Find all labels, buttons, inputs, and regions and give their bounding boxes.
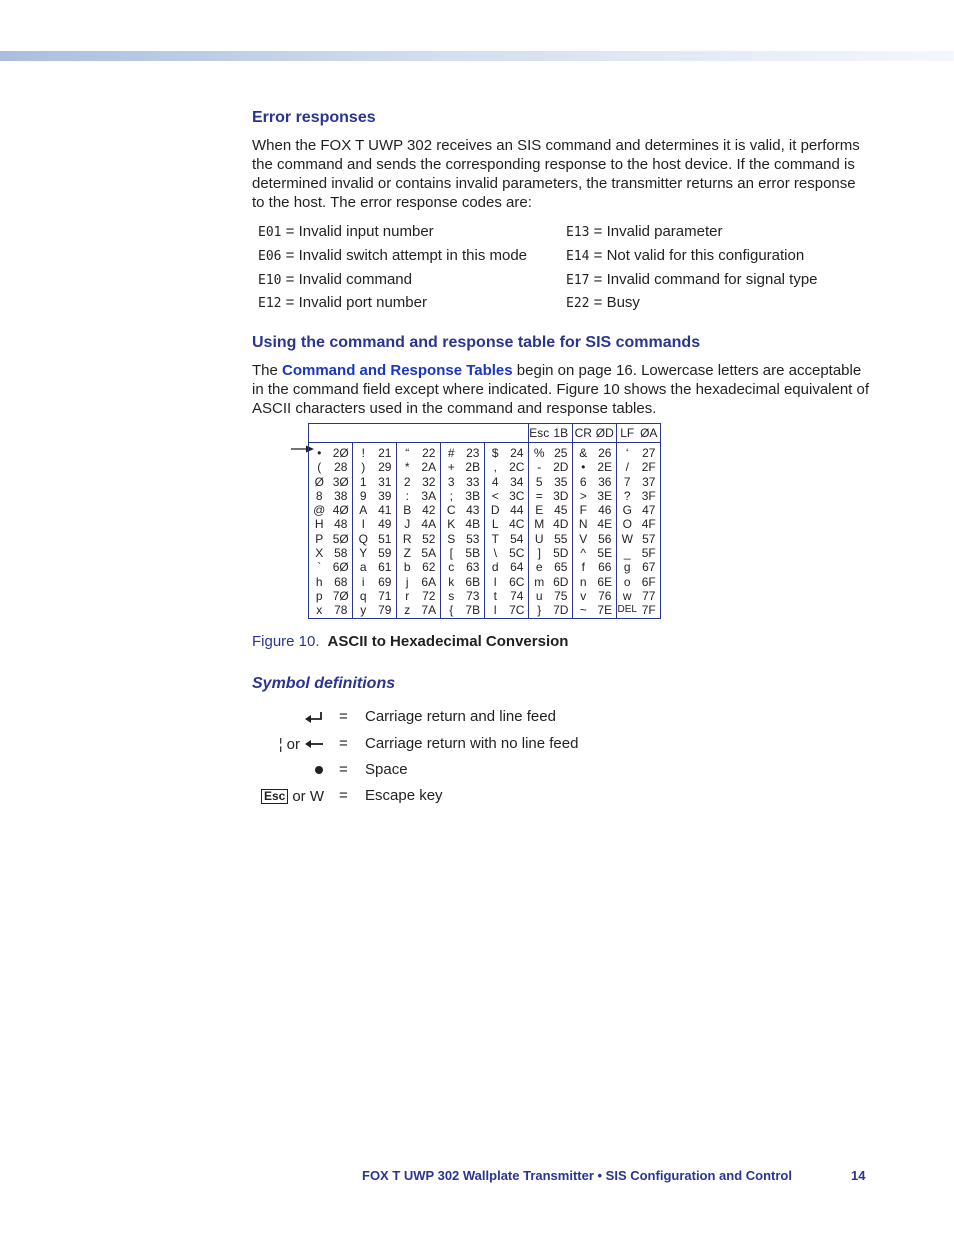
ascii-hex-cell: 3E — [597, 488, 613, 503]
ascii-char-cell: i — [361, 574, 365, 589]
ascii-hex-cell: 6Ø — [332, 560, 349, 575]
ascii-char-cell: D — [490, 503, 500, 518]
ascii-hex-cell: 45 — [554, 503, 568, 518]
ascii-hex-cell: 3F — [641, 488, 656, 503]
ascii-char-cell: • — [317, 446, 322, 460]
ascii-hex-cell: 2A — [421, 460, 437, 475]
ascii-char-cell: ] — [537, 546, 541, 561]
ascii-hex-cell: 7A — [421, 603, 437, 618]
error-code-item: E01 = Invalid input number — [258, 223, 434, 240]
ascii-hex-cell: 3D — [553, 488, 569, 503]
ascii-char-cell: 8 — [315, 488, 323, 503]
ascii-char-cell: = — [535, 488, 543, 503]
ascii-hex-cell: 69 — [378, 574, 392, 589]
ascii-char-cell: a — [359, 560, 367, 575]
ascii-hex-cell: 58 — [334, 546, 348, 561]
command-response-tables-link[interactable]: Command and Response Tables — [282, 362, 513, 379]
symbol-description: Carriage return with no line feed — [365, 735, 579, 752]
ascii-char-cell: _ — [623, 546, 631, 561]
symbol-row — [0, 785, 954, 807]
ascii-char-column — [529, 443, 550, 619]
error-responses-heading: Error responses — [252, 109, 376, 126]
ascii-char-cell: C — [446, 503, 456, 518]
ascii-char-cell: M — [534, 517, 545, 532]
ascii-char-cell: 6 — [579, 474, 587, 489]
ascii-char-cell: y — [360, 603, 367, 618]
ascii-char-cell: b — [403, 560, 411, 575]
ascii-hex-cell: 2F — [641, 460, 656, 475]
ascii-header-hex: ØA — [638, 424, 661, 443]
ascii-char-cell: > — [579, 488, 587, 503]
ascii-hex-cell: 42 — [422, 503, 436, 518]
ascii-char-cell: / — [625, 460, 629, 475]
error-code-item: E14 = Not valid for this configuration — [566, 247, 805, 264]
ascii-char-cell: A — [359, 503, 368, 518]
intro-prefix: The — [252, 362, 283, 379]
ascii-char-cell: w — [622, 588, 632, 603]
ascii-header-hex: 1B — [550, 424, 573, 443]
ascii-char-cell: d — [491, 560, 499, 575]
ascii-char-cell: • — [581, 460, 586, 475]
ascii-char-cell: # — [447, 446, 455, 460]
ascii-char-cell: E — [535, 503, 544, 518]
ascii-hex-cell: 64 — [510, 560, 524, 575]
ascii-char-cell: n — [579, 574, 587, 589]
ascii-hex-cell: 5B — [465, 546, 481, 561]
ascii-hex-cell: 72 — [422, 588, 436, 603]
ascii-hex-cell: 78 — [334, 603, 348, 618]
ascii-hex-cell: 7E — [597, 603, 613, 618]
ascii-hex-cell: 32 — [422, 474, 436, 489]
ascii-hex-cell: 2D — [553, 460, 569, 475]
ascii-hex-cell: 21 — [378, 446, 392, 460]
ascii-hex-cell: 52 — [422, 531, 436, 546]
ascii-hex-cell: 63 — [466, 560, 480, 575]
ascii-char-cell: F — [579, 503, 587, 518]
ascii-hex-cell: 2Ø — [332, 446, 349, 460]
ascii-hex-cell: 49 — [378, 517, 392, 532]
ascii-hex-cell: 39 — [378, 488, 392, 503]
symbol-equals: = — [339, 761, 348, 778]
ascii-hex-cell: 7Ø — [332, 588, 349, 603]
ascii-char-cell: l — [493, 574, 497, 589]
ascii-char-cell: + — [447, 460, 455, 475]
ascii-hex-cell: 2E — [597, 460, 613, 475]
ascii-hex-cell: 44 — [510, 503, 524, 518]
symbol-cell — [304, 706, 324, 728]
ascii-hex-cell: 6E — [597, 574, 613, 589]
ascii-char-cell: l — [493, 603, 497, 618]
ascii-hex-cell: 3B — [465, 488, 481, 503]
ascii-hex-column — [418, 443, 441, 619]
sis-table-intro — [252, 361, 872, 418]
ascii-hex-cell: 43 — [466, 503, 480, 518]
ascii-char-cell: Q — [358, 531, 368, 546]
ascii-char-column — [573, 443, 594, 619]
ascii-header-char: LF — [617, 424, 638, 443]
ascii-hex-cell: 5E — [597, 546, 613, 561]
ascii-hex-cell: 48 — [334, 517, 348, 532]
ascii-hex-cell: 5F — [641, 546, 656, 561]
ascii-hex-cell: 3C — [509, 488, 525, 503]
ascii-hex-cell: 62 — [422, 560, 436, 575]
symbol-equals: = — [339, 708, 348, 725]
ascii-char-cell: v — [580, 588, 587, 603]
ascii-hex-cell: 25 — [554, 446, 568, 460]
ascii-hex-cell: 4B — [465, 517, 481, 532]
ascii-hex-cell: 7B — [465, 603, 481, 618]
ascii-char-cell: 1 — [359, 474, 367, 489]
symbol-cell — [314, 759, 324, 781]
ascii-header-hex: ØD — [594, 424, 617, 443]
symbol-or-text: or W — [292, 787, 324, 805]
ascii-char-cell: [ — [449, 546, 453, 561]
ascii-char-cell: K — [447, 517, 456, 532]
ascii-hex-cell: 5C — [509, 546, 525, 561]
ascii-char-cell: H — [314, 517, 324, 532]
error-code-item: E22 = Busy — [566, 294, 640, 311]
ascii-hex-cell: 6C — [509, 574, 525, 589]
ascii-hex-cell: 2B — [465, 460, 481, 475]
ascii-char-cell: \ — [493, 546, 497, 561]
symbol-row — [0, 759, 954, 781]
ascii-char-cell: O — [622, 517, 632, 532]
ascii-char-cell: ‘ — [625, 446, 629, 460]
symbol-definitions-heading: Symbol definitions — [252, 675, 396, 692]
ascii-char-cell: 4 — [491, 474, 499, 489]
ascii-hex-cell: 35 — [554, 474, 568, 489]
ascii-hex-cell: 41 — [378, 503, 392, 518]
ascii-char-cell: q — [359, 588, 367, 603]
symbol-cell — [261, 785, 324, 807]
ascii-char-cell: e — [535, 560, 543, 575]
ascii-table-body-row — [309, 443, 661, 619]
error-code-item: E17 = Invalid command for signal type — [566, 271, 818, 288]
symbol-or-text: or — [286, 735, 300, 753]
ascii-header-char — [485, 424, 506, 443]
ascii-char-cell: r — [405, 588, 410, 603]
ascii-char-cell: c — [448, 560, 455, 575]
ascii-hex-cell: 68 — [334, 574, 348, 589]
ascii-char-cell: G — [622, 503, 632, 518]
ascii-header-hex — [418, 424, 441, 443]
broken-bar-symbol: ¦ — [278, 735, 283, 753]
ascii-char-cell: B — [403, 503, 412, 518]
ascii-table-header-row — [309, 424, 661, 443]
ascii-char-cell: ! — [361, 446, 365, 460]
ascii-hex-column — [462, 443, 485, 619]
ascii-char-cell: V — [579, 531, 588, 546]
ascii-hex-column — [506, 443, 529, 619]
ascii-header-char — [309, 424, 330, 443]
ascii-hex-cell: 67 — [642, 560, 656, 575]
symbol-row — [0, 733, 954, 755]
ascii-char-cell: ? — [623, 488, 631, 503]
ascii-char-cell: ( — [317, 460, 322, 475]
ascii-hex-cell: 22 — [422, 446, 436, 460]
symbol-cell — [279, 733, 324, 755]
ascii-char-cell: S — [447, 531, 456, 546]
ascii-hex-cell: 54 — [510, 531, 524, 546]
ascii-hex-cell: 36 — [598, 474, 612, 489]
ascii-header-hex — [506, 424, 529, 443]
ascii-hex-cell: 56 — [598, 531, 612, 546]
ascii-hex-cell: 74 — [510, 588, 524, 603]
return-linefeed-arrow-icon — [304, 710, 324, 724]
sis-table-heading: Using the command and response table for SIS commands — [252, 334, 701, 351]
ascii-hex-cell: 57 — [642, 531, 656, 546]
symbol-description: Carriage return and line feed — [365, 708, 556, 725]
ascii-header-char: Esc — [529, 424, 550, 443]
page-number: 14 — [851, 1168, 866, 1183]
ascii-hex-cell: 65 — [554, 560, 568, 575]
ascii-hex-cell: 47 — [642, 503, 656, 518]
ascii-char-cell: ^ — [580, 546, 587, 561]
ascii-hex-cell: 7D — [553, 603, 569, 618]
return-arrow-icon — [304, 738, 324, 750]
symbol-row — [0, 706, 954, 728]
ascii-hex-cell: 4F — [641, 517, 656, 532]
ascii-char-cell: f — [581, 560, 585, 575]
ascii-char-cell: x — [316, 603, 323, 618]
symbol-equals: = — [339, 787, 348, 804]
ascii-char-cell: o — [623, 574, 631, 589]
ascii-char-column — [353, 443, 374, 619]
ascii-hex-cell: 4Ø — [332, 503, 349, 518]
ascii-char-cell: : — [405, 488, 409, 503]
ascii-hex-cell: 51 — [378, 531, 392, 546]
ascii-char-cell: ` — [317, 560, 322, 575]
ascii-char-cell: s — [448, 588, 455, 603]
ascii-hex-cell: 53 — [466, 531, 480, 546]
ascii-char-cell: U — [534, 531, 544, 546]
space-dot-icon — [314, 765, 324, 775]
footer-title: FOX T UWP 302 Wallplate Transmitter • SIS Configuration and Control — [362, 1168, 792, 1183]
ascii-hex-cell: 38 — [334, 488, 348, 503]
ascii-char-cell: W — [621, 531, 633, 546]
ascii-hex-cell: 24 — [510, 446, 524, 460]
ascii-header-char: CR — [573, 424, 594, 443]
ascii-char-cell: & — [579, 446, 588, 460]
ascii-hex-table — [308, 423, 661, 619]
ascii-hex-cell: 3Ø — [332, 474, 349, 489]
ascii-hex-cell: 4C — [509, 517, 525, 532]
ascii-char-cell: 5 — [535, 474, 543, 489]
ascii-hex-cell: 4E — [597, 517, 613, 532]
symbol-description: Escape key — [365, 787, 443, 804]
ascii-char-cell: z — [404, 603, 411, 618]
ascii-hex-cell: 34 — [510, 474, 524, 489]
ascii-char-cell: ) — [361, 460, 366, 475]
ascii-hex-cell: 77 — [642, 588, 656, 603]
ascii-hex-column — [330, 443, 353, 619]
ascii-char-cell: k — [448, 574, 455, 589]
ascii-char-cell: Y — [359, 546, 368, 561]
ascii-hex-cell: 2C — [509, 460, 525, 475]
error-code-item: E13 = Invalid parameter — [566, 223, 723, 240]
ascii-char-cell: L — [491, 517, 499, 532]
ascii-hex-cell: 61 — [378, 560, 392, 575]
ascii-char-column — [397, 443, 418, 619]
ascii-hex-cell: 5A — [421, 546, 437, 561]
ascii-char-column — [441, 443, 462, 619]
ascii-hex-column — [550, 443, 573, 619]
ascii-char-cell: < — [491, 488, 499, 503]
ascii-char-cell: X — [315, 546, 324, 561]
ascii-hex-cell: 66 — [598, 560, 612, 575]
ascii-hex-cell: 6F — [641, 574, 656, 589]
intro-suffix: begin on page 16. Lowercase letters are acceptable in the command field except where indicated. Figure 10 shows the hexadecimal equivalent of ASCII characters used in the command and response tables. — [252, 362, 870, 417]
ascii-char-cell: p — [315, 588, 323, 603]
ascii-header-hex — [330, 424, 353, 443]
ascii-header-char — [353, 424, 374, 443]
ascii-hex-cell: 7F — [641, 603, 656, 618]
ascii-header-hex — [462, 424, 485, 443]
ascii-hex-cell: 23 — [466, 446, 480, 460]
esc-key-icon: Esc — [261, 789, 288, 804]
ascii-char-cell: ; — [449, 488, 453, 503]
ascii-hex-cell: 37 — [642, 474, 656, 489]
ascii-hex-cell: 29 — [378, 460, 392, 475]
ascii-hex-column — [638, 443, 661, 619]
figure-number: Figure 10. — [252, 633, 320, 650]
ascii-char-cell: t — [493, 588, 497, 603]
ascii-hex-cell: 4D — [553, 517, 569, 532]
ascii-char-column — [617, 443, 638, 619]
ascii-hex-cell: 5Ø — [332, 531, 349, 546]
ascii-hex-column — [374, 443, 397, 619]
symbol-equals: = — [339, 735, 348, 752]
figure-title: ASCII to Hexadecimal Conversion — [327, 633, 569, 650]
error-code-item: E06 = Invalid switch attempt in this mode — [258, 247, 528, 264]
ascii-hex-cell: 76 — [598, 588, 612, 603]
ascii-char-cell: P — [315, 531, 324, 546]
ascii-hex-column — [594, 443, 617, 619]
ascii-char-cell: 9 — [359, 488, 367, 503]
ascii-hex-cell: 71 — [378, 588, 392, 603]
ascii-hex-cell: 73 — [466, 588, 480, 603]
ascii-char-cell: Z — [403, 546, 411, 561]
ascii-hex-cell: 6B — [465, 574, 481, 589]
ascii-char-cell: * — [404, 460, 410, 475]
ascii-char-cell: DEL — [617, 604, 637, 616]
ascii-char-cell: R — [402, 531, 412, 546]
symbol-description: Space — [365, 761, 408, 778]
ascii-char-cell: @ — [313, 503, 326, 518]
ascii-hex-cell: 46 — [598, 503, 612, 518]
ascii-char-cell: T — [491, 531, 499, 546]
ascii-hex-cell: 79 — [378, 603, 392, 618]
ascii-hex-cell: 28 — [334, 460, 348, 475]
ascii-char-cell: , — [493, 460, 497, 475]
ascii-char-cell: Ø — [314, 474, 324, 489]
ascii-hex-cell: 5D — [553, 546, 569, 561]
ascii-char-cell: } — [537, 603, 542, 618]
ascii-char-cell: 3 — [447, 474, 455, 489]
ascii-char-cell: $ — [491, 446, 499, 460]
ascii-char-cell: “ — [405, 446, 410, 460]
error-code-item: E10 = Invalid command — [258, 271, 412, 288]
ascii-hex-cell: 27 — [642, 446, 656, 460]
ascii-hex-cell: 55 — [554, 531, 568, 546]
figure-caption — [252, 633, 568, 650]
ascii-hex-cell: 6A — [421, 574, 437, 589]
ascii-header-hex — [374, 424, 397, 443]
ascii-header-char — [441, 424, 462, 443]
ascii-char-cell: g — [623, 560, 631, 575]
ascii-hex-cell: 7C — [509, 603, 525, 618]
ascii-char-cell: 7 — [623, 474, 631, 489]
ascii-char-column — [485, 443, 506, 619]
header-gradient-bar — [0, 51, 954, 61]
ascii-char-cell: I — [361, 517, 365, 532]
ascii-char-cell: ~ — [579, 603, 587, 618]
ascii-char-cell: h — [315, 574, 323, 589]
ascii-char-cell: 2 — [403, 474, 411, 489]
ascii-char-cell: - — [537, 460, 542, 475]
ascii-char-cell: J — [404, 517, 411, 532]
ascii-hex-cell: 4A — [421, 517, 437, 532]
ascii-char-cell: m — [534, 574, 545, 589]
ascii-hex-cell: 3A — [421, 488, 437, 503]
ascii-hex-cell: 31 — [378, 474, 392, 489]
ascii-hex-cell: 75 — [554, 588, 568, 603]
ascii-char-cell: { — [449, 603, 454, 618]
ascii-char-cell: u — [535, 588, 543, 603]
ascii-hex-cell: 26 — [598, 446, 612, 460]
error-code-item: E12 = Invalid port number — [258, 294, 427, 311]
error-responses-intro: When the FOX T UWP 302 receives an SIS command and determines it is valid, it performs the command and sends the corresponding response to the host device. If the command is determined invalid or contains invalid parameters, the transmitter returns an error response to the host. The error response codes are: — [252, 137, 860, 211]
ascii-header-char — [397, 424, 418, 443]
ascii-char-cell: N — [578, 517, 588, 532]
ascii-hex-cell: 33 — [466, 474, 480, 489]
ascii-char-cell: j — [405, 574, 409, 589]
ascii-char-column — [309, 443, 330, 619]
ascii-char-cell: % — [533, 446, 545, 460]
ascii-hex-cell: 6D — [553, 574, 569, 589]
ascii-hex-cell: 59 — [378, 546, 392, 561]
